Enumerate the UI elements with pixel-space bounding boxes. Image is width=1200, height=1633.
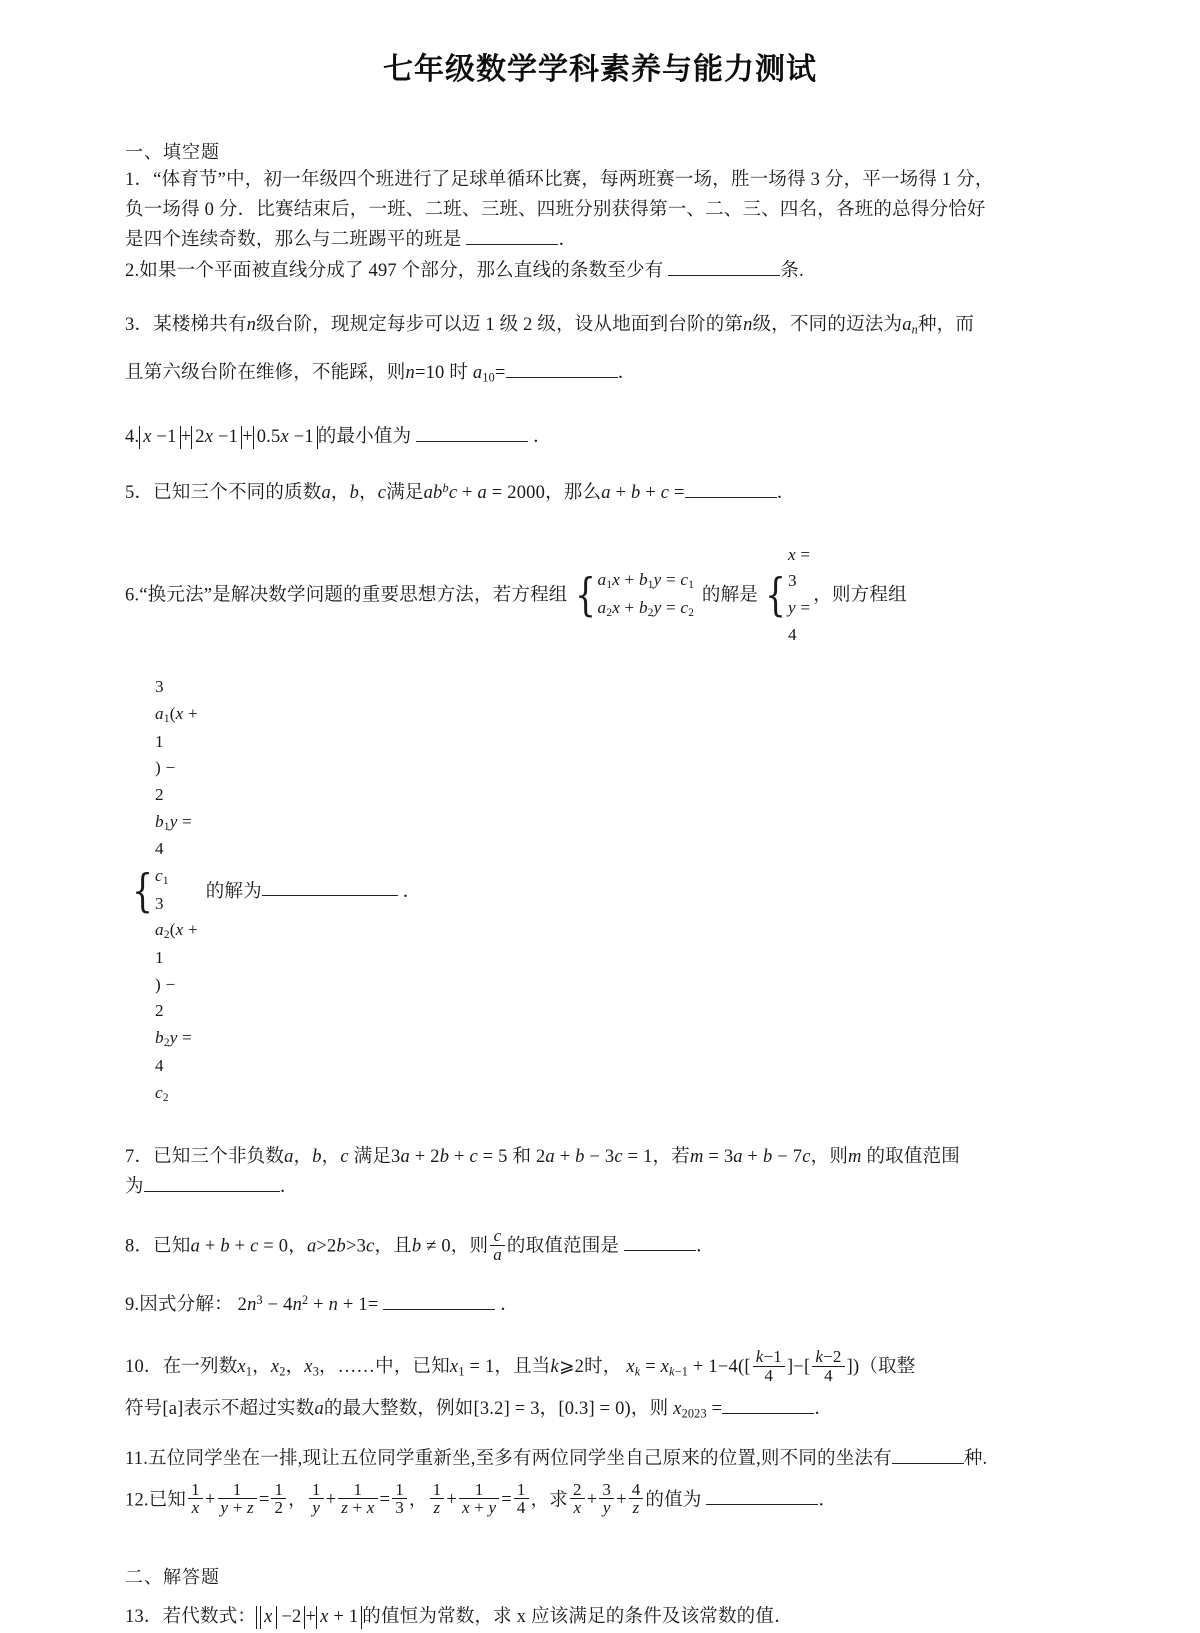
question-10-text-e: （取整: [859, 1357, 916, 1378]
question-6-period: ．: [402, 881, 422, 902]
var-c: c: [377, 483, 387, 504]
question-3-text-a: 3．某楼梯共有: [125, 314, 247, 335]
question-7-line-2: [125, 1173, 1075, 1203]
abs-term-2: 2x −1: [191, 426, 242, 449]
equation-q12-1: $\frac{1}{x}$ + $\frac{1}{y + z}$ = $\frac{1}{2}$: [186, 1490, 288, 1510]
question-7-text-c: ，若: [652, 1146, 690, 1167]
section-heading-solutions: 二、解答题: [125, 1567, 220, 1588]
question-6-text-a: 6.“换元法”是解决数学问题的重要思想方法，若方程组: [125, 585, 568, 606]
question-5-text-c: ，那么: [545, 483, 602, 504]
question-3-text-b: 级台阶，现规定每步可以迈 1 级 2 级，设从地面到台阶的第: [256, 314, 744, 335]
question-1-line-3: [125, 226, 1075, 256]
question-7-conj: 和: [512, 1146, 532, 1167]
answer-blank-q6[interactable]: [262, 895, 398, 896]
question-12: 12.已知 $\frac{1}{x}$ + $\frac{1}{y + z}$ = $\frac{1}{2}$ ， $\frac{1}{y}$ + $\frac{1}{z + x}$ = $\frac{1}{3}$ ， $\frac{1}{z}$ + $\frac{1}{x + y}$ = $\frac{1}{4}$ ，求 $\frac{2}{x}$ + $\frac{3}{y}$ + $\frac{4}{z}$ 的值为 ．: [125, 1479, 838, 1518]
question-12-period: ．: [818, 1490, 838, 1511]
question-4-text: 的最小值为: [317, 427, 412, 448]
answer-blank-q10[interactable]: [722, 1413, 814, 1414]
equation-q12-3: $\frac{1}{z}$ + $\frac{1}{x + y}$ = $\frac{1}{4}$: [428, 1490, 531, 1510]
question-1-line-3-text: 是四个连续奇数，那么与二班踢平的班是: [125, 229, 462, 250]
question-7-text-a: 7．已知三个非负数: [125, 1146, 285, 1167]
var-n-1: n: [246, 314, 257, 335]
equation-q7-2: 2a + b − 3c = 1: [535, 1146, 653, 1167]
question-7: [125, 1143, 1075, 1203]
question-11-text: 11.五位同学坐在一排,现让五位同学重新坐,至多有两位同学坐自己原来的位置,则不同的坐法有: [125, 1448, 892, 1469]
abs-inner-q13: x: [260, 1606, 276, 1629]
exam-page: [0, 52, 1200, 1628]
expression-q12: $\frac{2}{x}$ + $\frac{3}{y}$ + $\frac{4}{z}$: [568, 1490, 645, 1510]
var-b: b: [349, 483, 360, 504]
question-8: 8．已知a + b + c = 0，a>2b>3c，且b ≠ 0，则 $\frac{c}{a}$ 的取值范围是 ．: [125, 1225, 715, 1264]
question-10-text-c: ，且当: [494, 1357, 551, 1378]
question-1-period: ．: [558, 229, 578, 250]
answer-blank-q5[interactable]: [685, 497, 777, 498]
question-8-period: ．: [695, 1236, 715, 1257]
question-6-line-1: [125, 543, 1075, 650]
answer-blank-q11[interactable]: [892, 1463, 964, 1464]
abs-term-q13: x + 1: [316, 1606, 362, 1629]
question-7-text-d: ，则: [810, 1146, 849, 1167]
question-1-line-1: 1．“体育节”中，初一年级四个班进行了足球单循环比赛，每两班赛一场，胜一场得 3 分，平一场得 1 分，: [125, 170, 994, 190]
fraction-c-over-a: $\frac{c}{a}$: [490, 1227, 505, 1264]
question-4-number: 4.: [125, 427, 140, 448]
question-12-text-a: 12.已知: [125, 1490, 187, 1511]
question-12-text-c: 的值为: [645, 1490, 702, 1511]
question-10-text-g: 的最大整数，例如[3.2] = 3，[0.3] = 0)，则: [323, 1399, 669, 1420]
question-6-line-2: [125, 676, 1075, 1109]
answer-blank-q8[interactable]: [624, 1250, 696, 1251]
question-3-line-1: [125, 301, 1075, 349]
expr-q5-sum: a: [601, 483, 611, 504]
question-1-line-2: 负一场得 0 分．比赛结束后，一班、二班、三班、四班分别获得第一、二、三、四名，各班的总得分恰好: [125, 199, 986, 220]
question-10-text-d: 时，: [584, 1357, 622, 1378]
question-3-text-e: 且第六级台阶在维修，不能踩，则: [125, 362, 406, 383]
equation-q7-1: 3a + 2b + c = 5: [391, 1146, 508, 1167]
question-6-text-c: ，则方程组: [813, 585, 907, 606]
var-a-10: $a_{10}$: [472, 362, 495, 385]
question-5-text-b: 满足: [386, 483, 424, 504]
equation-system-1: { $a_1x + b_1y = c_1$ $a_2x + b_2y = c_2$: [574, 568, 695, 622]
abs-outer-q13: x −2: [256, 1606, 305, 1629]
var-n-3: n: [405, 362, 415, 383]
expression-q9: $2n^3 - 4n^2 + n + 1=$: [237, 1293, 379, 1316]
answer-blank-q1[interactable]: [466, 244, 558, 245]
question-2-unit: 条.: [780, 260, 804, 281]
question-8-text-b: ，: [288, 1236, 307, 1257]
question-3-text-d: 种，而: [917, 314, 975, 335]
equation-q8-1: a + b + c = 0: [190, 1236, 289, 1257]
question-3-text-c: 级，不同的迈法为: [752, 314, 903, 335]
question-8-text-c: ，且: [374, 1236, 412, 1257]
question-11-unit: 种.: [963, 1448, 988, 1469]
question-10: [125, 1347, 1075, 1430]
question-10-period: ．: [814, 1399, 833, 1420]
answer-blank-q4[interactable]: [416, 441, 528, 442]
inequality-q8: a>2b>3c: [306, 1236, 375, 1257]
question-8-text-e: 的取值范围是: [506, 1236, 620, 1257]
question-5: 5．已知三个不同的质数a，b，c满足$ab^bc + a = 2000$，那么a + b + c = ．: [125, 481, 796, 504]
question-4: 4. x −1 + 2x −1 + 0.5x −1 的最小值为 ．: [125, 423, 1075, 453]
question-5-text-a: 5．已知三个不同的质数: [125, 483, 322, 504]
question-13-text-b: 的值恒为常数，求 x 应该满足的条件及该常数的值．: [362, 1607, 793, 1628]
equation-q12-2: $\frac{1}{y}$ + $\frac{1}{z + x}$ = $\frac{1}{3}$: [307, 1490, 409, 1510]
question-1: [125, 166, 1075, 256]
question-7-text-b: 满足: [353, 1146, 392, 1167]
equation-system-2: { x = 3 y = 4: [765, 544, 811, 644]
question-3-text-g: =: [494, 362, 506, 383]
question-11: [125, 1445, 1075, 1475]
question-9: [125, 1291, 1075, 1321]
page-title: 七年级数学学科素养与能力测试: [383, 53, 817, 86]
abs-term-3: 0.5x −1: [253, 426, 318, 449]
question-6-text-b: 的解是: [701, 585, 758, 606]
question-2: [125, 257, 1075, 287]
var-n-2: n: [743, 314, 753, 335]
answer-blank-q12[interactable]: [706, 1504, 818, 1505]
question-10-text-a: 10．在一列数: [125, 1357, 238, 1378]
answer-blank-q9[interactable]: [383, 1309, 495, 1310]
question-3-line-2: [125, 349, 1075, 397]
question-6: [125, 543, 1075, 1109]
question-7-text-e: 的取值范围: [866, 1146, 960, 1167]
question-7-line-1: 7．已知三个非负数a，b，c 满足3a + 2b + c = 5 和 2a + b − 3c = 1，若m = 3a + b − 7c，则m 的取值范围: [125, 1146, 960, 1167]
var-a: a: [321, 483, 331, 504]
question-7-text-f: 为: [125, 1176, 144, 1197]
question-7-period: ．: [279, 1176, 299, 1197]
question-10-line-2: 符号[a]表示不超过实数a的最大整数，例如[3.2] = 3，[0.3] = 0)，则 $x_{2023}$ = ．: [125, 1399, 833, 1421]
question-13-text-a: 13．若代数式：: [125, 1607, 257, 1628]
answer-blank-q7[interactable]: [144, 1191, 280, 1192]
answer-blank-q3[interactable]: [506, 377, 618, 378]
question-12-text-b: 求: [549, 1490, 568, 1511]
abs-term-1: x −1: [139, 426, 180, 449]
question-4-period: ．: [532, 427, 552, 448]
question-3: [125, 301, 1075, 397]
expr-q5: $ab^bc$: [423, 481, 458, 504]
recurrence-q10: $x_k = x_{k-1} + 1-4$([ $\frac{k-1}{4}$ ]−[ $\frac{k-2}{4}$ ]): [626, 1346, 860, 1385]
question-3-text-f: =10 时: [414, 362, 469, 383]
question-9-period: ．: [500, 1295, 519, 1316]
var-a-n: $a_n$: [902, 314, 918, 337]
question-6-text-d: 的解为: [205, 881, 262, 902]
question-10-text-b: ，……中，已知: [319, 1357, 450, 1378]
question-8-text-a: 8．已知: [125, 1236, 191, 1257]
equation-system-3: { 3 $a_1(x$ + 1 ) − 2 $b_1y$ = 4 $c_1$ 3 $a_2(x$ + 1 ) − 2 $b_2y$ = 4 $c_2$: [132, 677, 198, 1104]
question-3-period: ．: [617, 362, 637, 383]
section-heading-fill-in-blanks: 一、填空题: [125, 142, 220, 162]
question-13: 13．若代数式： x −2 + x + 1 的值恒为常数，求 x 应该满足的条件及该常数的值．: [125, 1603, 1075, 1633]
question-5-period: ．: [776, 483, 796, 504]
question-10-line-1: 10．在一列数$x_1$，$x_2$，$x_3$，……中，已知$x_1 = 1$，且当k⩾2时， $x_k = x_{k-1} + 1-4$([ $\frac{k-1}{4}$ ]−[ $\frac{k-2}{4}$ ])（取整: [125, 1346, 916, 1385]
answer-blank-q2[interactable]: [668, 275, 780, 276]
question-10-text-f: 符号[a]表示不超过实数: [125, 1399, 315, 1420]
question-9-text: 9.因式分解：: [125, 1295, 233, 1316]
question-8-text-d: ，则: [450, 1236, 489, 1257]
question-2-text: 2.如果一个平面被直线分成了 497 个部分，那么直线的条数至少有: [125, 260, 664, 281]
